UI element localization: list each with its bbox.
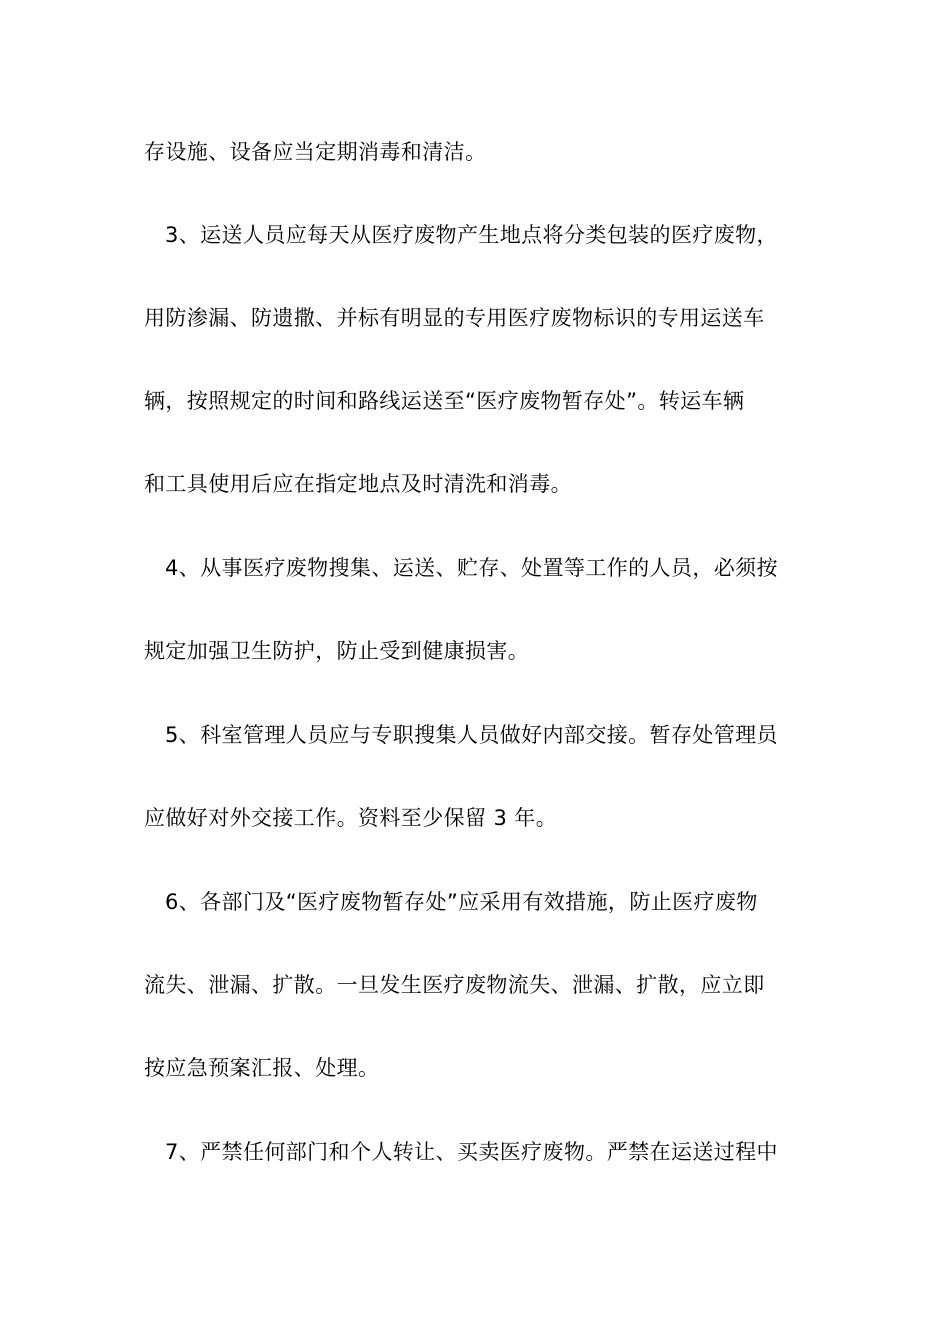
text-line: 辆，按照规定的时间和路线运送至“医疗废物暂存处”。转运车辆: [144, 389, 745, 413]
text-line: 应做好对外交接工作。资料至少保留 3 年。: [144, 806, 558, 830]
paragraph-5-line: 5、科室管理人员应与专职搜集人员做好内部交接。暂存处管理员: [165, 723, 778, 747]
paragraph-3-line: 3、运送人员应每天从医疗废物产生地点将分类包装的医疗废物，: [165, 223, 778, 247]
text-line: 流失、泄漏、扩散。一旦发生医疗废物流失、泄漏、扩散，应立即: [144, 973, 765, 997]
text-line: 按应急预案汇报、处理。: [144, 1056, 380, 1080]
text-line: 和工具使用后应在指定地点及时清洗和消毒。: [144, 472, 572, 496]
text-line: 用防渗漏、防遗撒、并标有明显的专用医疗废物标识的专用运送车: [144, 306, 765, 330]
text-line: 存设施、设备应当定期消毒和清洁。: [144, 140, 487, 164]
paragraph-6-line: 6、各部门及“医疗废物暂存处”应采用有效措施，防止医疗废物: [165, 890, 758, 914]
paragraph-4-line: 4、从事医疗废物搜集、运送、贮存、处置等工作的人员，必须按: [165, 556, 778, 580]
paragraph-7-line: 7、严禁任何部门和个人转让、买卖医疗废物。严禁在运送过程中: [165, 1140, 778, 1164]
text-line: 规定加强卫生防护，防止受到健康损害。: [144, 639, 530, 663]
